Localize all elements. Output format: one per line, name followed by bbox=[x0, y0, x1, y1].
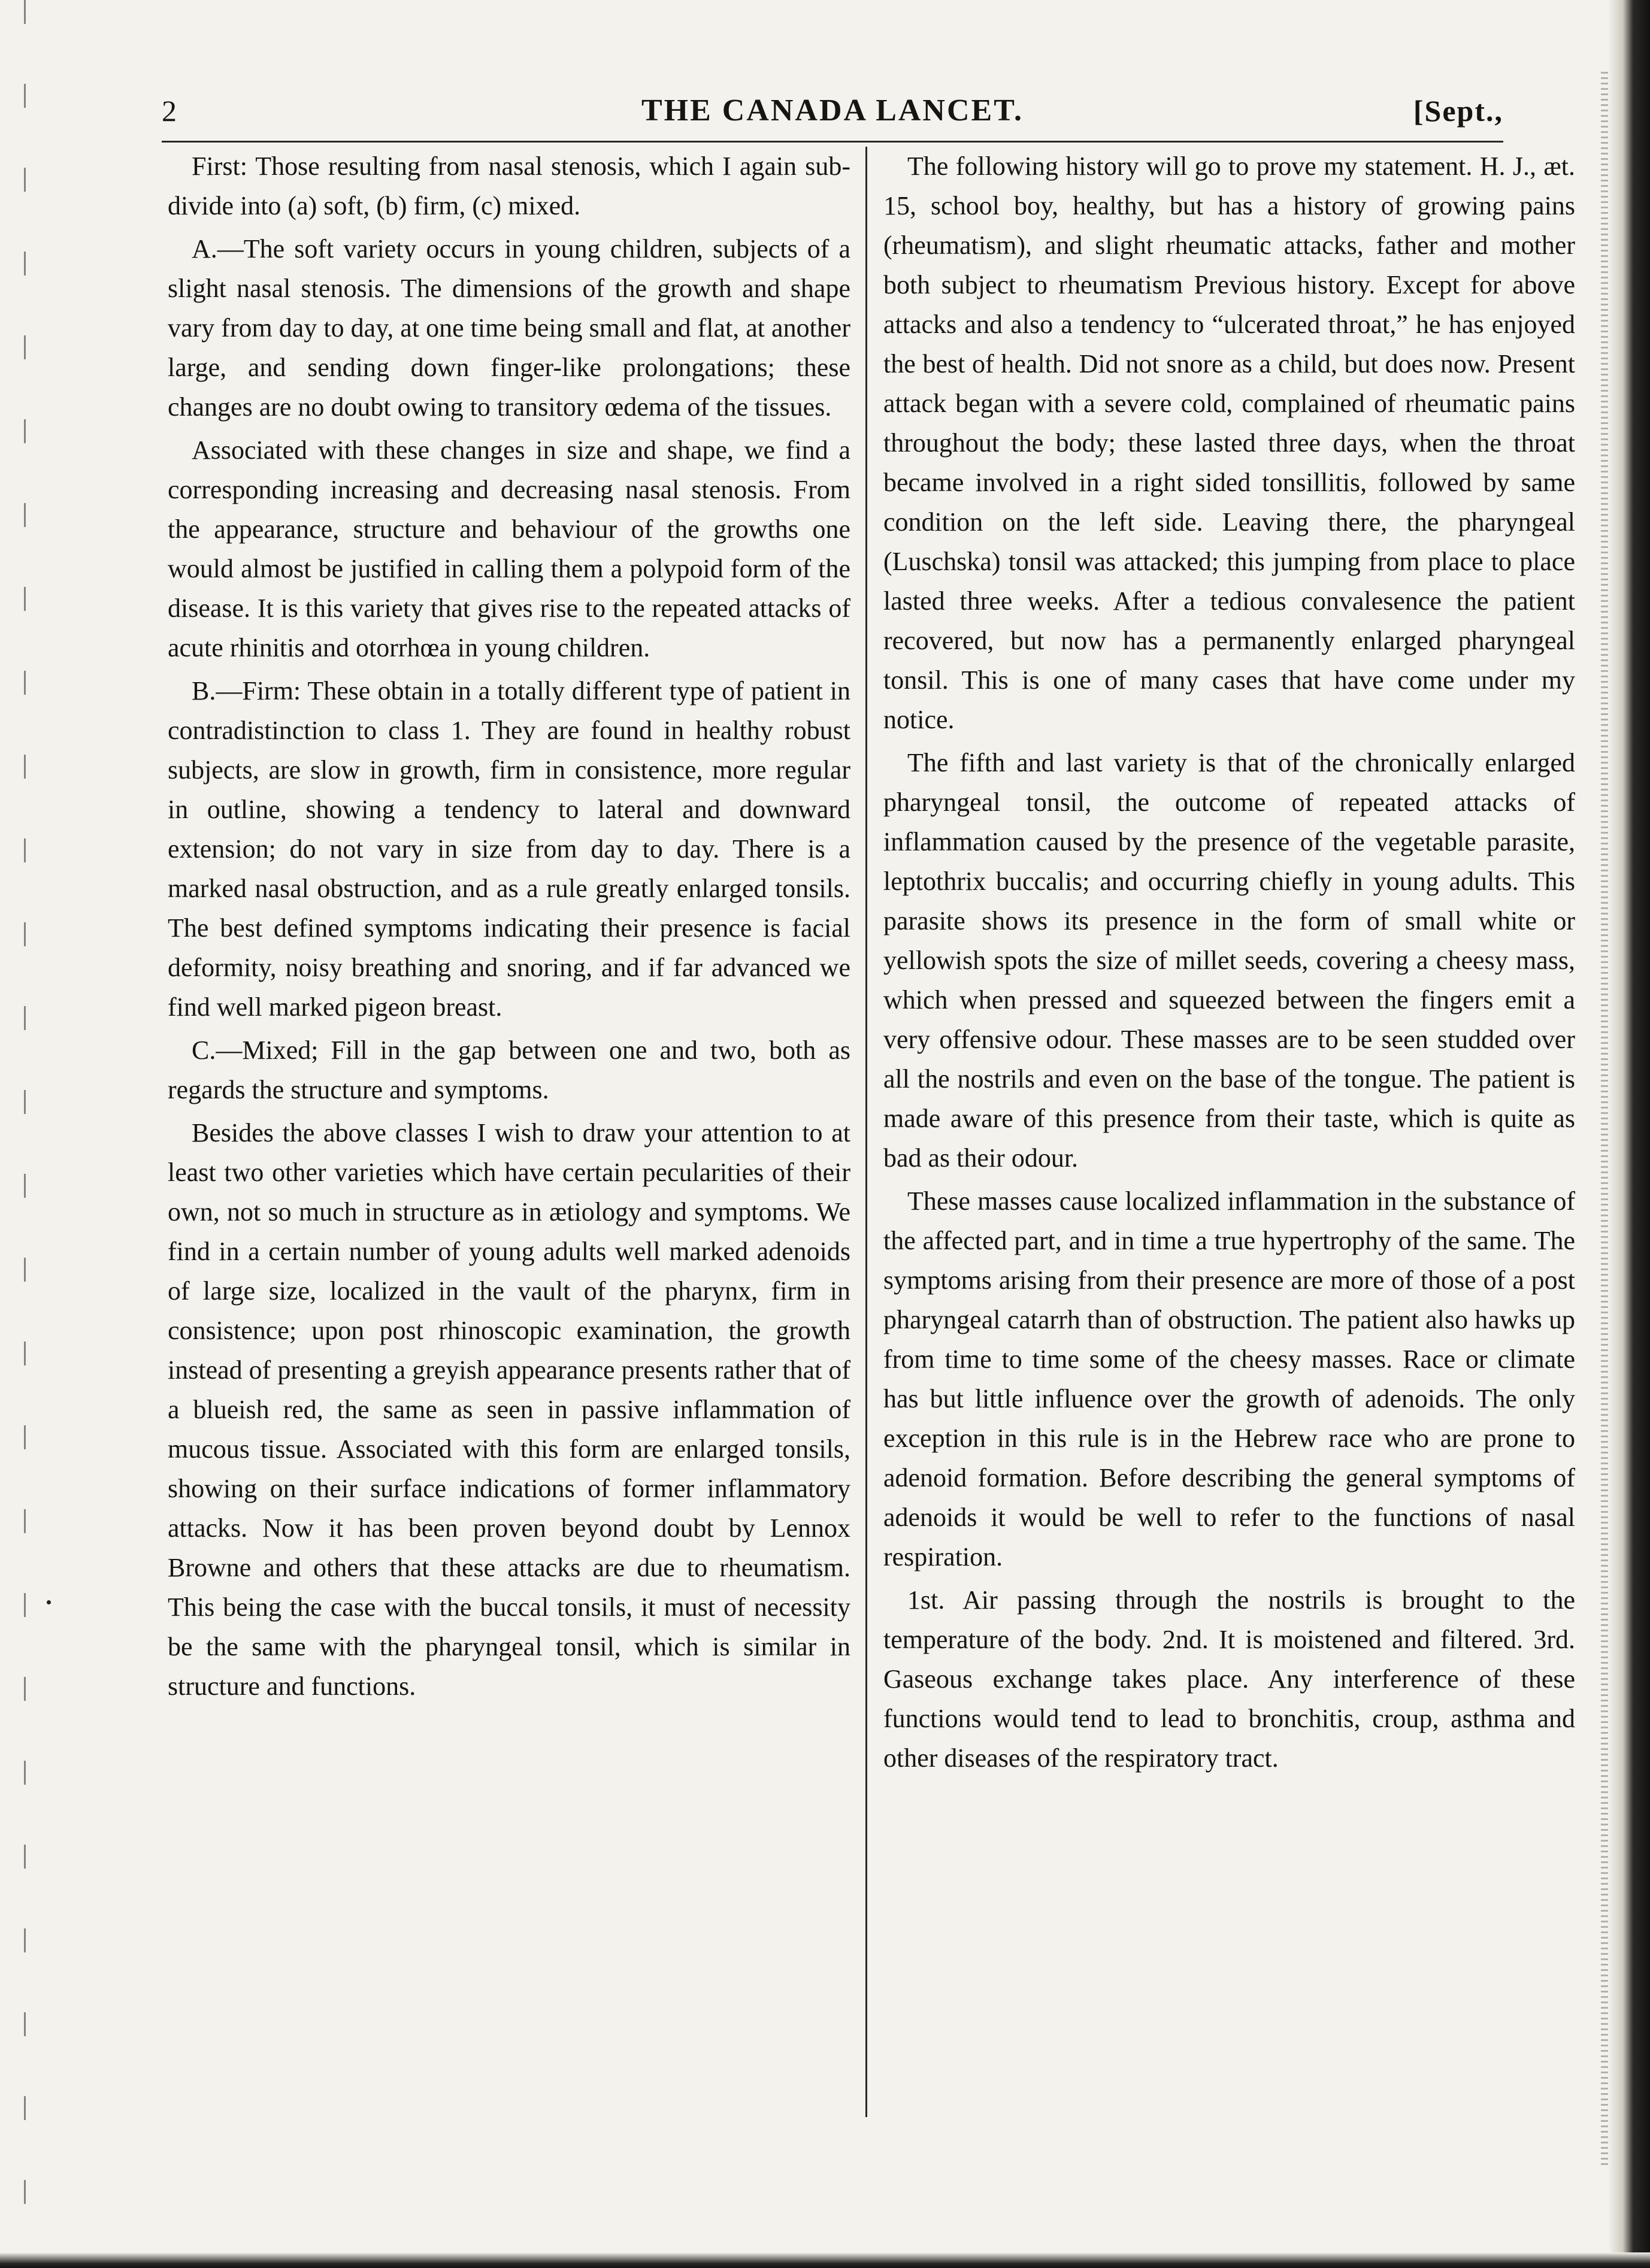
issue-month: [Sept., bbox=[1413, 94, 1503, 128]
right-column bbox=[883, 147, 1575, 1782]
journal-title: THE CANADA LANCET. bbox=[641, 93, 1024, 128]
paragraph: The fifth and last variety is that of the chronically enlarged pharyngeal tonsil, the outcome of repeated attacks of inflammation caused by the presence of the vegetable parasite, leptothrix buccalis; and occurring chiefly in young adults. This parasite shows its presence in the form of small white or yellowish spots the size of millet seeds, covering a cheesy mass, which when pressed and squeezed between the fingers emit a very offensive odour. These masses are to be seen studded over all the nostrils and even on the base of the tongue. The patient is made aware of this presence from their taste, which is quite as bad as their odour. bbox=[883, 748, 1575, 1173]
paragraph: Besides the above classes I wish to draw your attention to at least two other varieties which have certain pecularities of their own, not so much in structure as in ætiology and symptoms. We find in a certain number of young adults well marked adenoids of large size, localized in the vault of the pharynx, firm in consistence; upon post rhinoscopic examination, the growth instead of presenting a greyish appearance presents rather that of a blueish red, the same as seen in passive inflammation of mucous tissue. Associated with this form are enlarged tonsils, showing on their surface indications of former inflammatory attacks. Now it has been proven beyond doubt by Lennox Browne and others that these attacks are due to rheumatism. This being the case with the buccal tonsils, it must of necessity be the same with the pharyngeal tonsil, which is similar in structure and functions. bbox=[168, 1118, 850, 1701]
paragraph: 1st. Air passing through the nostrils is brought to the temperature of the body. 2nd. It is moistened and filtered. 3rd. Gaseous exchange takes place. Any interference of these functions would tend to lead to bronchitis, croup, asthma and other diseases of the respiratory tract. bbox=[883, 1585, 1575, 1773]
bottom-edge-shadow bbox=[0, 2252, 1650, 2268]
binding-edge-shadow bbox=[1608, 0, 1650, 2268]
paragraph: B.—Firm: These obtain in a totally different type of patient in contradistinction to class 1. They are found in healthy robust subjects, are slow in growth, firm in consistence, more regular in outline, showing a tendency to lateral and downward extension; do not vary in size from day to day. There is a marked nasal obstruction, and as a rule greatly enlarged tonsils. The best defined symptoms indicating their presence is facial deformity, noisy breathing and snoring, and if far advanced we find well marked pigeon breast. bbox=[168, 676, 850, 1022]
stray-ink-dot bbox=[47, 1600, 51, 1604]
page-number: 2 bbox=[162, 94, 177, 128]
paragraph: C.—Mixed; Fill in the gap between one and two, both as regards the structure and symptoms. bbox=[168, 1035, 850, 1104]
paragraph: The following history will go to prove my statement. H. J., æt. 15, school boy, healthy, but has a history of growing pains (rheumatism), and slight rheumatic attacks, father and mother both subject to rheumatism Previous history. Except for above attacks and also a tendency to “ulcerated throat,” he has enjoyed the best of health. Did not snore as a child, but does now. Present attack began with a severe cold, complained of rheumatic pains throughout the body; these lasted three days, when the throat became involved in a right sided tonsillitis, followed by same condition on the left side. Leaving there, the pharyngeal (Luschska) tonsil was attacked; this jumping from place to place lasted three weeks. After a tedious convalesence the patient recovered, but now has a permanently enlarged pharyngeal tonsil. This is one of many cases that have come under my notice. bbox=[883, 152, 1575, 734]
column-divider bbox=[865, 147, 867, 2117]
page-header bbox=[162, 84, 1503, 138]
paragraph: These masses cause localized inflammation in the substance of the affected part, and in time a true hypertrophy of the same. The symptoms arising from their presence are more of those of a post pharyngeal catarrh than of obstruction. The patient also hawks up from time to time some of the cheesy masses. Race or climate has but little influence over the growth of adenoids. The only exception in this rule is in the Hebrew race who are prone to adenoid formation. Before describing the general symptoms of adenoids it would be well to refer to the functions of nasal respiration. bbox=[883, 1186, 1575, 1571]
paragraph: A.—The soft variety occurs in young children, subjects of a slight nasal stenosis. The dimensions of the growth and shape vary from day to day, at one time being small and flat, at another large, and sending down finger-like prolongations; these changes are no doubt owing to transitory œdema of the tissues. bbox=[168, 234, 850, 422]
paragraph: Associated with these changes in size and shape, we find a corresponding increasing and decreasing nasal stenosis. From the appearance, structure and behaviour of the growths one would almost be justified in calling them a polypoid form of the disease. It is this variety that gives rise to the repeated attacks of acute rhinitis and otorrhœa in young children. bbox=[168, 435, 850, 662]
left-margin-scan-marks bbox=[24, 0, 26, 2268]
left-column bbox=[168, 147, 850, 1710]
paragraph: First: Those resulting from nasal stenosis, which I again sub-divide into (a) soft, (b) firm, (c) mixed. bbox=[168, 152, 850, 220]
header-rule bbox=[162, 141, 1503, 143]
